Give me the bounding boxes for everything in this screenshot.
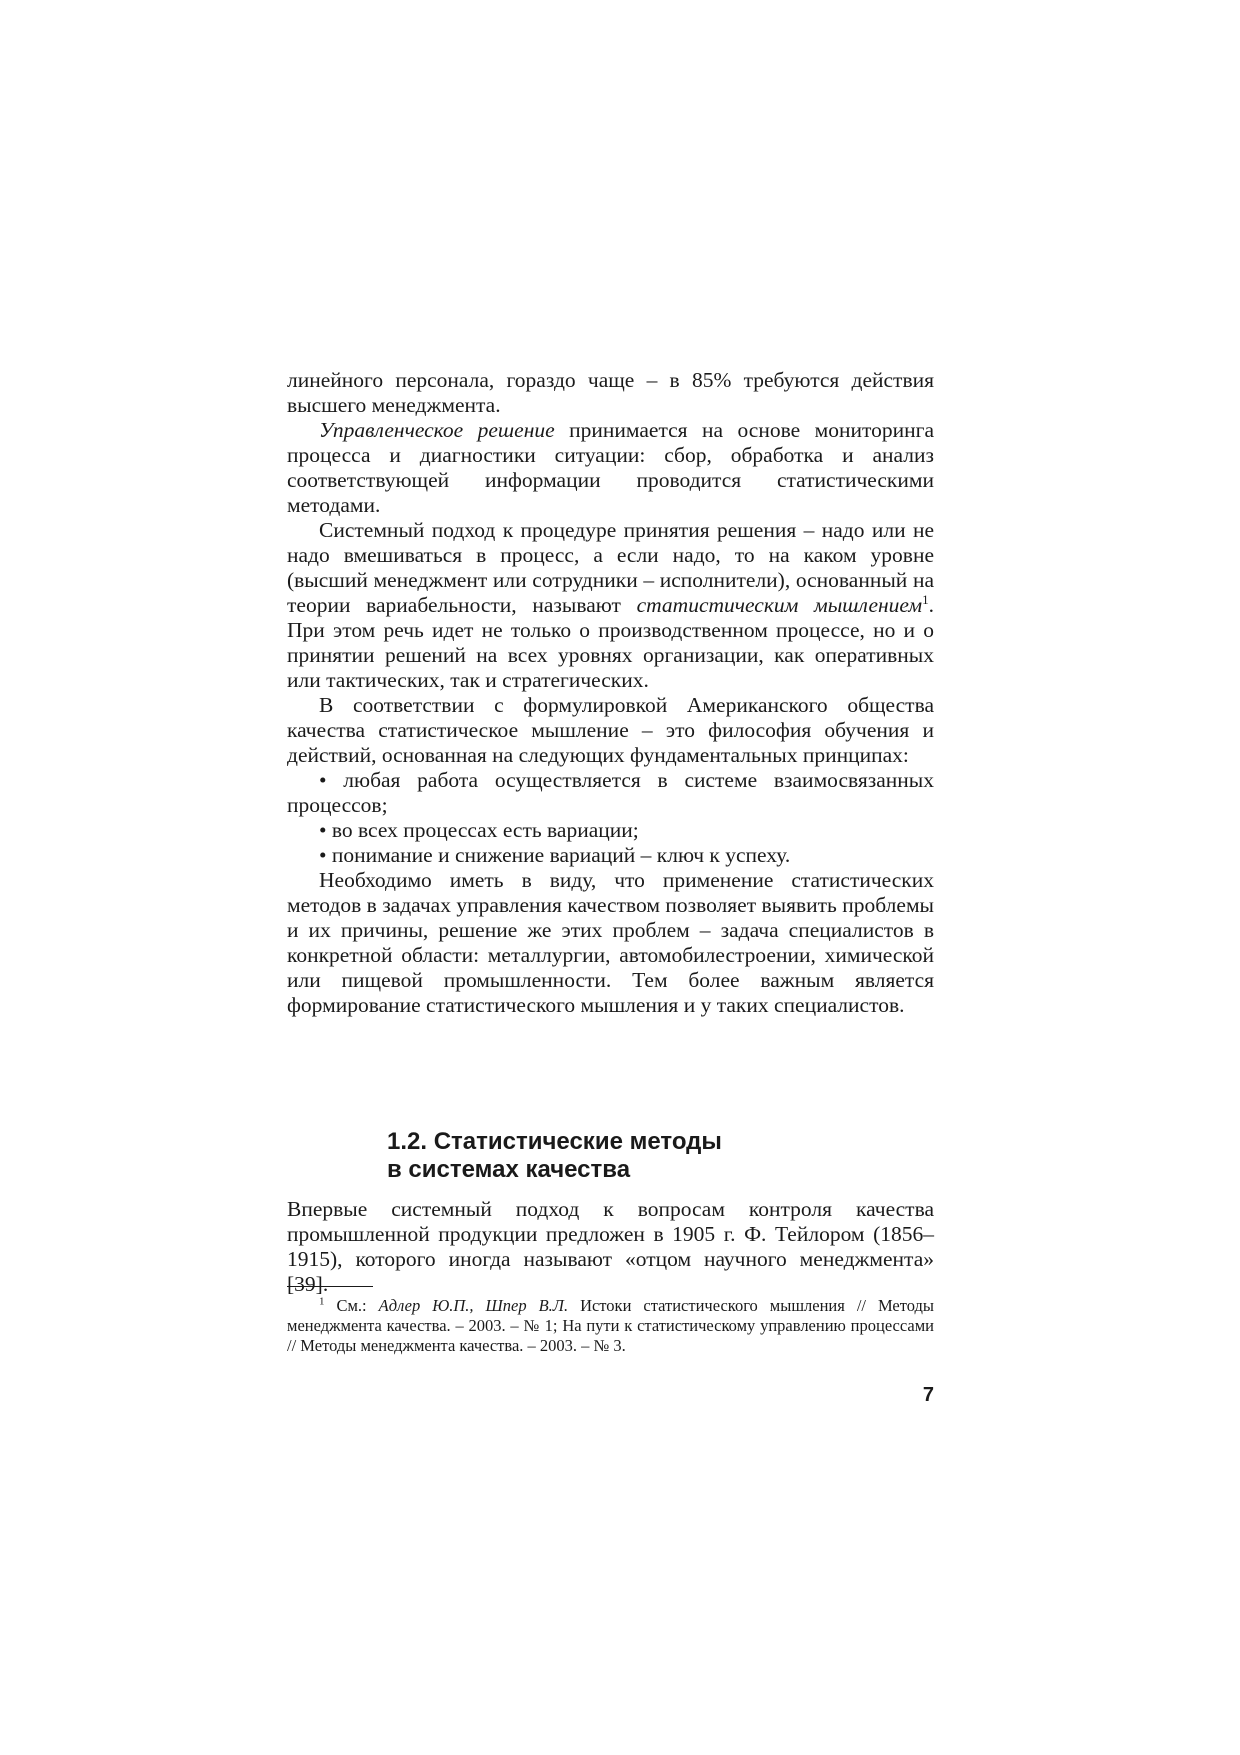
- paragraph-text: . При этом речь идет не только о производственном процессе, но и о принятии решений на всех уровнях организации, как оперативных или тактических, так и стратегических.: [287, 593, 935, 692]
- footnote-reference[interactable]: 1: [922, 591, 929, 607]
- section-heading: [387, 1128, 847, 1184]
- footnote-text: Истоки статистического мышления // Методы менеджмента качества. – 2003. – № 1; На пути к статистическому управлению процессами // Методы менеджмента качества. – 2003. – № 3.: [287, 1296, 935, 1355]
- list-item: • понимание и снижение вариаций – ключ к успеху.: [319, 843, 791, 867]
- paragraph-taylor: Впервые системный подход к вопросам контроля качества промышленной продукции предложен в 1905 г. Ф. Тейлором (1856–1915), которого иногда называют «отцом научного менеджмента» [39].: [287, 1197, 934, 1296]
- footnote-authors: Адлер Ю.П., Шпер В.Л.: [378, 1296, 569, 1315]
- paragraph-asq-definition: В соответствии с формулировкой Американского общества качества статистическое мышление – это философия обучения и действий, основанная на следующих фундаментальных принципах:: [287, 693, 934, 767]
- footnote-divider: [287, 1286, 373, 1287]
- section-heading-line1: 1.2. Статистические методы: [387, 1128, 722, 1155]
- paragraph-continued: линейного персонала, гораздо чаще – в 85% требуются действия высшего менеджмента.: [287, 368, 934, 417]
- italic-term: Управленческое решение: [319, 418, 555, 442]
- list-item: • любая работа осуществляется в системе взаимосвязанных процессов;: [287, 768, 934, 817]
- footnote-prefix: См.:: [324, 1296, 379, 1315]
- paragraph-text: принимается на основе мониторинга процесса и диагностики ситуации: сбор, обработка и анализ соответствующей информации проводится статистическими методами.: [287, 418, 934, 517]
- section-heading-line2: в системах качества: [387, 1156, 631, 1183]
- paragraph-system-approach: [287, 518, 934, 693]
- page-number: 7: [922, 1384, 934, 1406]
- paragraph-text: Системный подход к процедуре принятия решения – надо или не надо вмешиваться в процесс, а если надо, то на каком уровне (высший менеджмент или сотрудники – исполнители), основанный на теории вариабельности, называют: [287, 518, 934, 617]
- paragraph-management-decision: [287, 418, 934, 518]
- paragraph-conclusion: Необходимо иметь в виду, что применение статистических методов в задачах управления качеством позволяет выявить проблемы и их причины, решение же этих проблем – задача специалистов в конкретной области: металлургии, автомобилестроении, химической или пищевой промышленности. Тем более важным является формирование статистического мышления и у таких специалистов.: [287, 868, 934, 1017]
- footnote-marker: 1: [319, 1295, 325, 1308]
- list-item: • во всех процессах есть вариации;: [319, 818, 639, 842]
- footnote: [287, 1296, 934, 1356]
- body-text: [287, 368, 934, 1018]
- italic-term: статистическим мышлением: [636, 593, 923, 617]
